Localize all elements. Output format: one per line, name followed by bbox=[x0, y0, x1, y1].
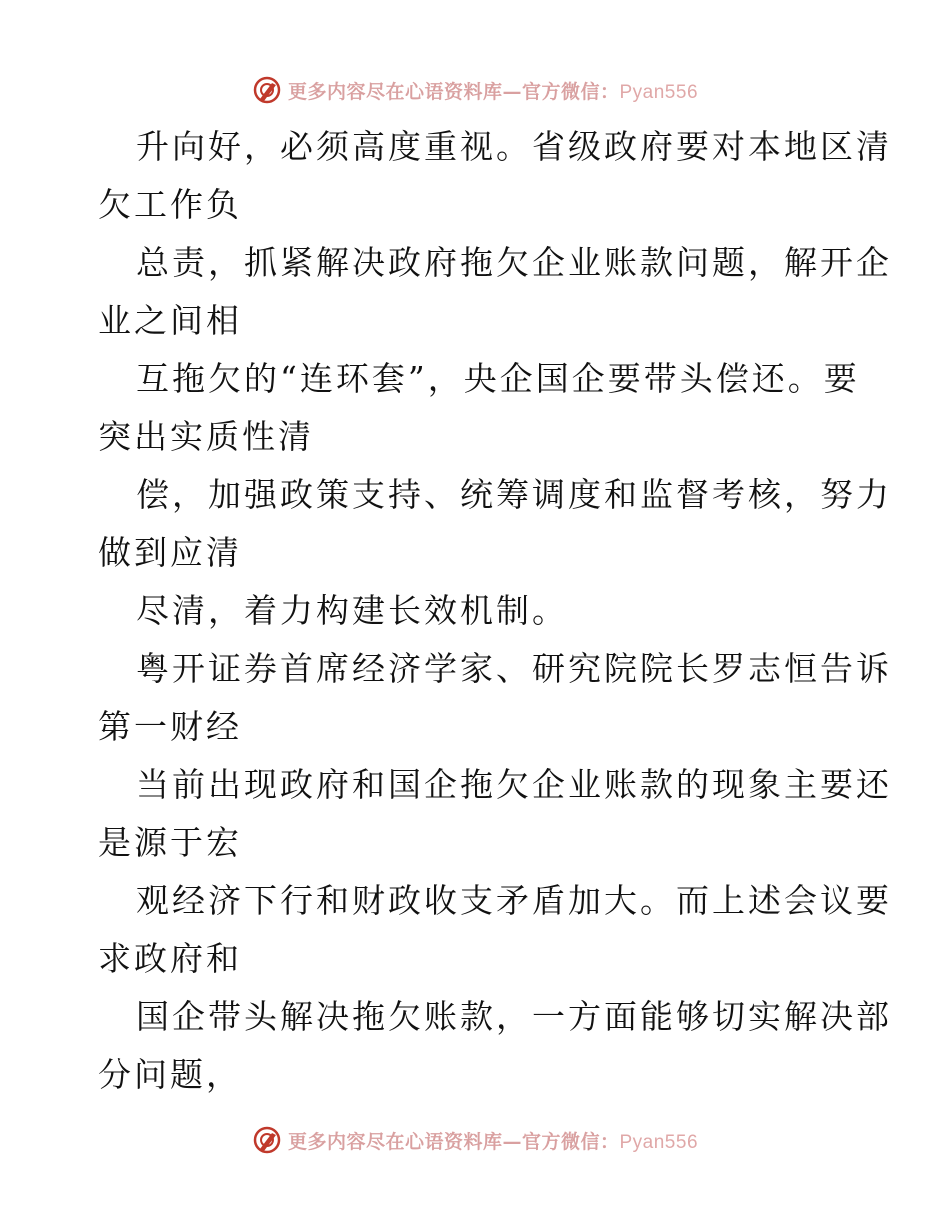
text-line: 是源于宏 bbox=[98, 823, 242, 862]
header-banner-main: 更多内容尽在心语资料库—官方微信： bbox=[287, 80, 620, 103]
text-line: 观经济下行和财政收支矛盾加大。而上述会议要 bbox=[136, 881, 892, 920]
text-line: 业之间相 bbox=[98, 301, 242, 340]
pen-logo-icon bbox=[252, 1125, 282, 1155]
pen-logo-icon bbox=[252, 75, 282, 105]
header-banner-text bbox=[288, 77, 698, 104]
text-line: 国企带头解决拖欠账款，一方面能够切实解决部 bbox=[136, 997, 892, 1036]
text-line: 当前出现政府和国企拖欠企业账款的现象主要还 bbox=[136, 765, 892, 804]
footer-banner bbox=[0, 1120, 950, 1160]
text-line: 第一财经 bbox=[98, 707, 242, 746]
document-body bbox=[98, 118, 892, 1104]
footer-banner-account: Pyan556 bbox=[619, 1131, 699, 1153]
text-line: 升向好，必须高度重视。省级政府要对本地区清 bbox=[136, 127, 892, 166]
text-line: 做到应清 bbox=[98, 533, 242, 572]
footer-banner-main: 更多内容尽在心语资料库—官方微信： bbox=[287, 1130, 620, 1153]
text-line: 总责，抓紧解决政府拖欠企业账款问题，解开企 bbox=[136, 243, 892, 282]
text-line: 欠工作负 bbox=[98, 185, 242, 224]
text-line: 求政府和 bbox=[98, 939, 242, 978]
text-line: 尽清，着力构建长效机制。 bbox=[136, 591, 568, 630]
text-line: 突出实质性清 bbox=[98, 417, 314, 456]
header-banner bbox=[0, 70, 950, 110]
text-line: 分问题， bbox=[98, 1055, 242, 1094]
text-line: 偿，加强政策支持、统筹调度和监督考核，努力 bbox=[136, 475, 892, 514]
header-banner-account: Pyan556 bbox=[619, 81, 699, 103]
text-line: 互拖欠的“连环套”，央企国企要带头偿还。要 bbox=[136, 359, 860, 398]
footer-banner-text bbox=[288, 1127, 698, 1154]
text-line: 粤开证券首席经济学家、研究院院长罗志恒告诉 bbox=[136, 649, 892, 688]
